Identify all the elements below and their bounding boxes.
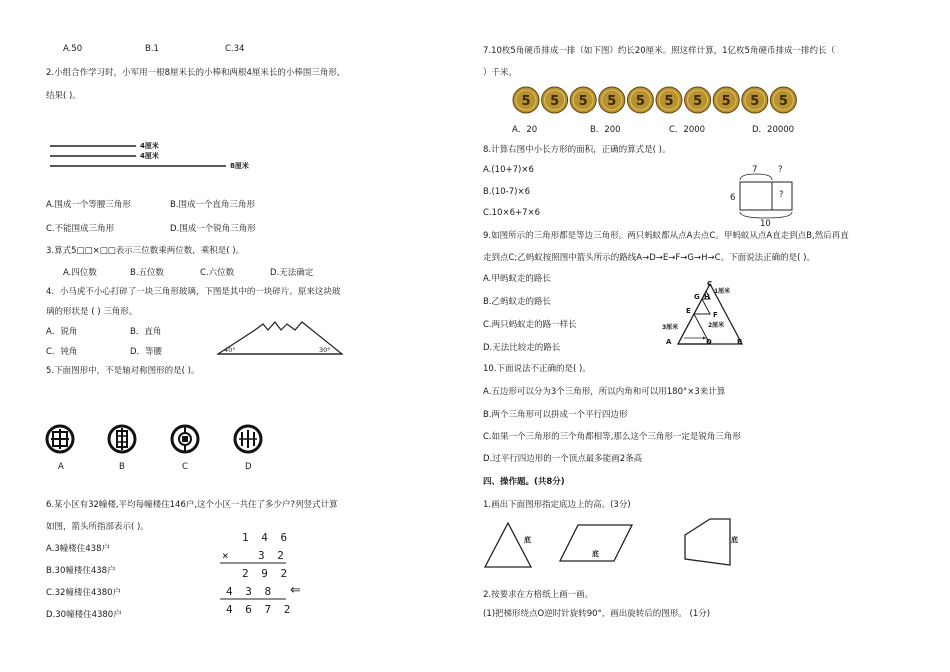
q5-logo-a [45,424,75,454]
calc-operator: × [222,549,232,562]
shape2-base-label: 底 [592,550,599,558]
calc-rules [220,560,290,605]
q10-stem: 10.下面说法不正确的是( )。 [483,364,591,374]
q9-label-c: C [707,280,713,288]
q7-option-d: D．20000 [752,125,795,135]
q8-label-right-q: ? [779,190,784,200]
q4-option-c: C．钝角 [46,347,78,357]
q10-option-b: B.两个三角形可以拼成一个平行四边形 [483,410,628,420]
q2-stem-line2: 结果( )。 [46,91,81,101]
q2-label-8cm: 8厘米 [230,162,249,170]
calc-arrow-icon: ⇐ [290,583,301,598]
calc-row3: 2 9 2 [242,567,291,580]
q2-option-d: D.围成一个锐角三角形 [170,224,256,234]
q5-label-b: B [119,462,125,472]
q3-option-c: C.六位数 [200,268,235,278]
svg-text:5: 5 [607,94,617,109]
svg-text:5: 5 [521,94,531,109]
q9-label-d: D [706,338,712,346]
q4-angle-left: 40° [224,346,236,354]
shape1-base-label: 底 [524,536,531,544]
q8-label-10: 10 [760,219,771,229]
q7-coin-row [512,85,802,115]
q5-label-d: D [245,462,252,472]
q1-option-b: B.1 [145,44,159,54]
q5-stem: 5.下面图形中，不是轴对称图形的是( )。 [46,366,200,376]
q4-option-d: D．等腰 [130,347,163,357]
coin-icon [713,87,739,113]
q3-option-d: D.无法确定 [270,268,314,278]
q9-option-a: A.甲蚂蚁走的路长 [483,274,551,284]
coin-icon [627,87,653,113]
q8-option-c: C.10×6+7×6 [483,208,541,218]
q4-stem-line1: 4．小马虎不小心打碎了一块三角形玻璃，下图是其中的一块碎片。原来这块玻 [46,287,341,297]
q5-logo-b [107,424,137,454]
q9-label-g: G [694,293,700,301]
q7-option-b: B．200 [590,125,621,135]
q4-stem-line2: 璃的形状是 ( ) 三角形。 [46,307,138,317]
svg-text:5: 5 [578,94,588,109]
svg-text:5: 5 [664,94,674,109]
q2-stem-line1: 2.小组合作学习时，小军用一根8厘米长的小棒和两根4厘米长的小棒围三角形, [46,68,340,78]
q9-label-1cm: 1厘米 [714,288,731,295]
q9-label-f: F [713,311,718,319]
q9-option-b: B.乙蚂蚁走的路长 [483,297,552,307]
q5-label-a: A [58,462,64,472]
coin-icon [570,87,596,113]
q6-stem-line1: 6.某小区有32幢楼,平均每幢楼住146户,这个小区一共住了多少户?列竖式计算 [46,500,338,510]
q2-option-c: C.不能围成三角形 [46,224,115,234]
calc-row1: 1 4 6 [242,531,291,544]
q1-option-a: A.50 [63,44,83,54]
svg-text:5: 5 [693,94,703,109]
coin-icon [599,87,625,113]
q7-stem-line2: ）千米。 [483,68,518,78]
q10-option-d: D.过平行四边形的一个顶点最多能画2条高 [483,454,643,464]
q2-label-4cm-b: 4厘米 [140,152,159,160]
q4-option-b: B．直角 [130,327,162,337]
q9-label-h: H [704,293,710,301]
q7-option-c: C．2000 [669,125,706,135]
q4-angle-right: 30° [319,346,331,354]
q1-option-c: C.34 [225,44,245,54]
q8-option-b: B.(10-7)×6 [483,187,530,197]
q9-label-2cm: 2厘米 [708,322,725,329]
q2-option-a: A.围成一个等腰三角形 [46,200,131,210]
section4-shapes [480,515,760,573]
svg-text:5: 5 [550,94,560,109]
svg-text:5: 5 [721,94,731,109]
q9-label-a: A [666,338,672,346]
svg-text:5: 5 [778,94,788,109]
q8-stem: 8.计算右图中小长方形的面积，正确的算式是( )。 [483,145,671,155]
coin-icon [656,87,682,113]
q8-label-7: 7 [752,165,758,175]
q3-stem: 3.算式5□□×□□表示三位数乘两位数，乘积是( )。 [46,246,245,256]
q6-option-b: B.30幢楼住438户 [46,566,116,576]
coin-icon [742,87,768,113]
q7-option-a: A．20 [512,125,538,135]
q6-option-d: D.30幢楼住4380户 [46,610,122,620]
q8-label-6: 6 [730,193,736,203]
coin-icon [770,87,796,113]
q3-option-b: B.五位数 [130,268,165,278]
section4-q2-1: (1)把梯形绕点O逆时针旋转90°，画出旋转后的图形。 (1分) [483,609,711,619]
svg-text:5: 5 [635,94,645,109]
q9-label-e: E [686,307,691,315]
coin-icon [513,87,539,113]
q2-label-4cm-a: 4厘米 [140,142,159,150]
shape3-base-label: 底 [731,536,738,544]
q6-stem-line2: 如图，箭头所指部表示( )。 [46,522,149,532]
q8-label-top-q: ? [778,165,783,175]
q3-option-a: A.四位数 [63,268,97,278]
q9-stem-line1: 9.如图所示的三角形都是等边三角形。两只蚂蚁都从点A去点C。甲蚂蚁从点A直走到点B,然后再直 [483,231,849,241]
q5-label-c: C [182,462,188,472]
q6-option-c: C.32幢楼住4380户 [46,588,122,598]
q5-logo-d [233,424,263,454]
coin-icon [542,87,568,113]
q9-option-d: D.无法比较走的路长 [483,343,561,353]
section4-title: 四、操作题。(共8分) [483,477,565,487]
calc-row2: 3 2 [258,549,287,562]
q9-option-c: C.两只蚂蚁走的路一样长 [483,320,577,330]
q2-option-b: B.围成一个直角三角形 [170,200,256,210]
q7-stem-line1: 7.10枚5角硬币排成一排（如下图）约长20厘米。照这样计算，1亿枚5角硬币排成一排约长（ [483,46,835,56]
calc-row4: 4 3 8 [226,585,275,598]
q5-logo-c [170,424,200,454]
calc-row5: 4 6 7 2 [226,603,294,616]
q9-label-b: B [737,338,743,346]
q10-option-c: C.如果一个三角形的三个角都相等,那么这个三角形一定是锐角三角形 [483,432,741,442]
q9-stem-line2: 走到点C;乙蚂蚁按照图中箭头所示的路线A→D→E→F→G→H→C。下面说法正确的是( )。 [483,253,815,263]
svg-text:5: 5 [750,94,760,109]
q4-option-a: A．锐角 [46,327,78,337]
section4-q1: 1.画出下面图形指定底边上的高。(3分) [483,500,631,510]
q8-option-a: A.(10+7)×6 [483,165,534,175]
coin-icon [685,87,711,113]
q9-label-3cm: 3厘米 [662,324,679,331]
q6-option-a: A.3幢楼住438户 [46,544,110,554]
q10-option-a: A.五边形可以分为3个三角形，所以内角和可以用180°×3来计算 [483,387,726,397]
q8-rectangle-figure [736,170,796,220]
section4-q2: 2.按要求在方格纸上画一画。 [483,590,594,600]
